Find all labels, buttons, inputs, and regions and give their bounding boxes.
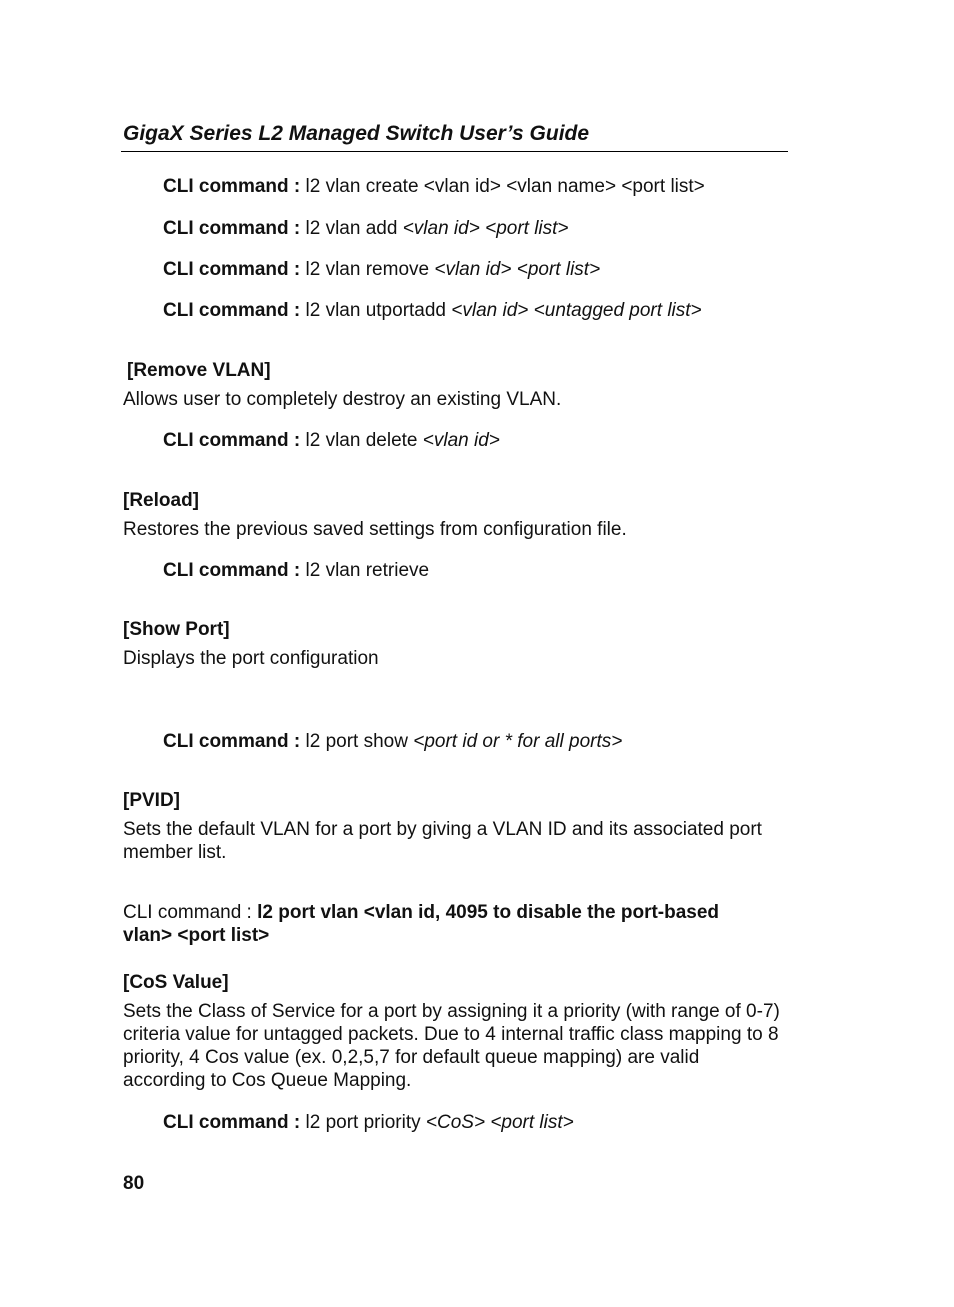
section-heading-reload: [Reload] — [123, 490, 199, 511]
section-description-show-port: Displays the port configuration — [123, 648, 379, 669]
cli-line-port-priority — [163, 1112, 574, 1134]
cli-line-port-show — [163, 731, 622, 753]
cli-label: CLI command : — [163, 176, 301, 197]
section-description-pvid: Sets the default VLAN for a port by giving a VLAN ID and its associated port member list. — [123, 819, 762, 863]
page-number: 80 — [123, 1173, 145, 1194]
cli-command-args: <CoS> <port list> — [425, 1112, 574, 1133]
cli-label: CLI command : — [163, 259, 301, 280]
cli-line-vlan-remove — [163, 259, 600, 281]
section-description-cos-line-3: priority, 4 Cos value (ex. 0,2,5,7 for default queue mapping) are valid — [123, 1047, 700, 1068]
cli-label: CLI command : — [163, 430, 301, 451]
cli-command-text: l2 port priority — [305, 1112, 426, 1133]
section-description-remove-vlan: Allows user to completely destroy an existing VLAN. — [123, 389, 562, 410]
cli-command-args: <vlan id> <port list> — [434, 259, 601, 280]
cli-command-text: l2 vlan delete — [305, 430, 423, 451]
cli-command-text: l2 port show — [305, 731, 414, 752]
section-heading-pvid: [PVID] — [123, 790, 180, 811]
cli-label: CLI command : — [163, 560, 301, 581]
cli-command-text: l2 vlan utportadd — [305, 300, 452, 321]
cli-label: CLI command : — [163, 1112, 301, 1133]
cli-command-args: <vlan id> <untagged port list> — [451, 300, 702, 321]
cli-line-vlan-utportadd — [163, 300, 702, 322]
cli-label: CLI command : — [163, 218, 301, 239]
cli-label: CLI command : — [163, 731, 301, 752]
cli-label: CLI command : — [163, 300, 301, 321]
cli-line-vlan-retrieve — [163, 560, 429, 582]
section-description-reload: Restores the previous saved settings from configuration file. — [123, 519, 627, 540]
cli-label-plain: CLI command : — [123, 902, 258, 923]
page-header-title: GigaX Series L2 Managed Switch User’s Guide — [123, 122, 590, 145]
cli-line-vlan-delete — [163, 430, 500, 452]
section-heading-cos-value: [CoS Value] — [123, 972, 229, 993]
cli-command-text: l2 vlan add — [305, 218, 403, 239]
section-heading-show-port: [Show Port] — [123, 619, 230, 640]
cli-line-port-vlan-cont: vlan> <port list> — [123, 925, 270, 946]
cli-command-text: l2 vlan remove — [305, 259, 435, 280]
cli-command-text: l2 vlan create <vlan id> <vlan name> <port list> — [305, 176, 705, 197]
section-description-cos-line-1: Sets the Class of Service for a port by assigning it a priority (with range of 0-7) — [123, 1001, 780, 1022]
cli-line-vlan-add — [163, 218, 569, 240]
cli-line-vlan-create — [163, 176, 705, 198]
cli-line-port-vlan — [123, 901, 719, 924]
section-description-cos-line-2: criteria value for untagged packets. Due to 4 internal traffic class mapping to 8 — [123, 1024, 779, 1045]
cli-command-args: <vlan id> — [422, 430, 500, 451]
cli-command-args: <vlan id> <port list> — [402, 218, 569, 239]
section-heading-remove-vlan: [Remove VLAN] — [127, 360, 271, 381]
header-rule — [121, 151, 788, 152]
cli-command-bold: l2 port vlan <vlan id, 4095 to disable the port-based — [257, 902, 720, 923]
section-description-cos-line-4: according to Cos Queue Mapping. — [123, 1070, 412, 1091]
cli-command-args: <port id or * for all ports> — [413, 731, 623, 752]
cli-command-text: l2 vlan retrieve — [305, 560, 430, 581]
